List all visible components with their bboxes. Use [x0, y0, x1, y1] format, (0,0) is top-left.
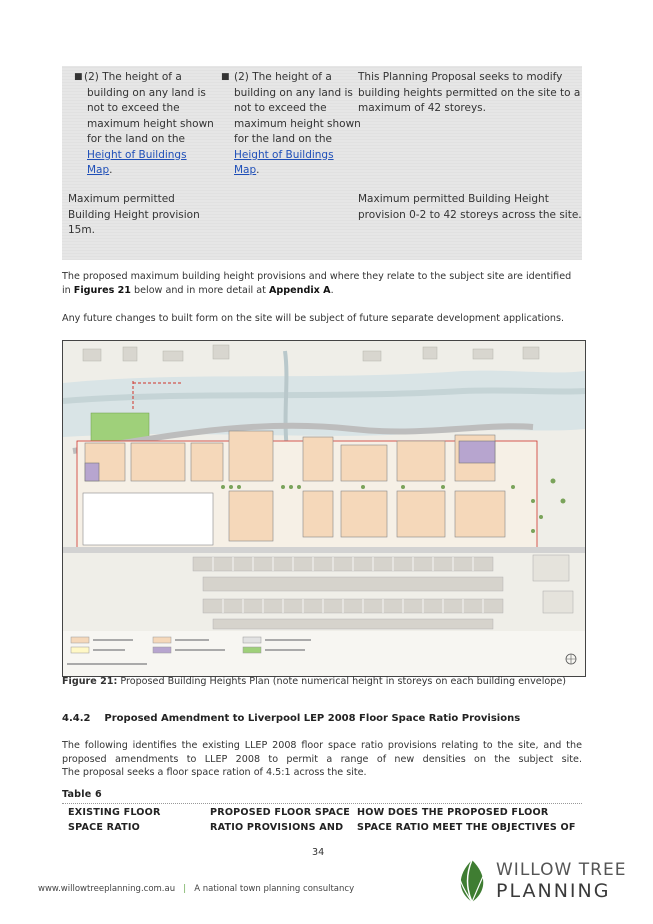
- paragraph-line: The proposal seeks a floor space ration of 4.5:1 across the site.: [62, 767, 367, 778]
- figure-caption: [62, 676, 587, 687]
- logo-line2: PLANNING: [496, 880, 611, 902]
- col1-note-line: Maximum permitted: [68, 193, 175, 205]
- footer-url[interactable]: www.willowtreeplanning.com.au: [38, 884, 176, 894]
- section-title: Proposed Amendment to Liverpool LEP 2008 Floor Space Ratio Provisions: [104, 713, 521, 724]
- height-of-buildings-map-link[interactable]: Map: [87, 164, 110, 176]
- footer-tagline: A national town planning consultancy: [194, 884, 355, 894]
- bullet-icon: ■: [221, 72, 230, 82]
- table-divider: [62, 803, 582, 804]
- paragraph-line: proposed amendments to LLEP 2008 to permit a range of new densities on the subject site.: [62, 753, 582, 765]
- paragraph-line: [62, 284, 587, 298]
- site-plan-drawing: [63, 341, 585, 676]
- col2-line: not to exceed the: [234, 102, 327, 114]
- col2-line: (2) The height of a: [234, 71, 332, 83]
- paragraph-line: The proposed maximum building height provisions and where they relate to the subject site are identified: [62, 271, 572, 282]
- footer: [38, 884, 354, 894]
- footer-separator: |: [183, 884, 187, 894]
- col1-line: (2) The height of a: [84, 71, 182, 83]
- period: .: [256, 164, 260, 176]
- height-of-buildings-map-link[interactable]: Map: [234, 164, 257, 176]
- header-line: PROPOSED FLOOR SPACE: [210, 807, 350, 818]
- col1-line: building on any land is: [87, 86, 206, 99]
- header-line: HOW DOES THE PROPOSED FLOOR: [357, 807, 549, 818]
- bullet-icon: ■: [74, 72, 83, 82]
- table-col3-proposal: [358, 70, 582, 117]
- col3-note-line: provision 0-2 to 42 storeys across the site.: [358, 208, 582, 221]
- table-6-header-col1: [68, 806, 161, 835]
- header-line: SPACE RATIO MEET THE OBJECTIVES OF: [357, 821, 576, 833]
- leaf-icon: [452, 858, 492, 904]
- col3-note-line: Maximum permitted Building Height: [358, 193, 549, 205]
- col2-line: for the land on the: [234, 133, 333, 145]
- col2-line: building on any land is: [234, 86, 353, 99]
- future-changes-paragraph: Any future changes to built form on the site will be subject of future separate development applications.: [62, 313, 565, 324]
- header-line: RATIO PROVISIONS AND: [210, 821, 344, 833]
- fsr-paragraph: [62, 739, 582, 780]
- col1-line: not to exceed the: [87, 102, 180, 114]
- table-col3-note: [358, 192, 582, 223]
- col1-note-line: 15m.: [68, 224, 95, 236]
- height-of-buildings-map-link[interactable]: Height of Buildings: [234, 148, 334, 161]
- table-6-label: Table 6: [62, 789, 102, 800]
- col1-note-line: Building Height provision: [68, 208, 200, 221]
- col3-line: This Planning Proposal seeks to modify: [358, 71, 563, 83]
- logo-line1: WILLOW TREE: [496, 860, 627, 880]
- figure-reference: Figures 21: [73, 284, 131, 296]
- section-heading: [62, 713, 587, 724]
- text: below and in more detail at: [130, 284, 269, 296]
- text: .: [330, 284, 334, 296]
- period: .: [109, 164, 113, 176]
- col3-line: building heights permitted on the site to a: [358, 86, 581, 99]
- comparison-table: [62, 66, 582, 260]
- text: in: [62, 284, 74, 296]
- height-of-buildings-map-link[interactable]: Height of Buildings: [87, 148, 187, 161]
- col1-line: for the land on the: [87, 133, 186, 145]
- willow-tree-logo: [452, 856, 632, 906]
- height-provisions-paragraph: [62, 270, 587, 297]
- table-6-header-col3: [357, 806, 576, 835]
- header-line: SPACE RATIO: [68, 821, 140, 833]
- paragraph-line: The following identifies the existing LLEP 2008 floor space ratio provisions relating to the site, and the: [62, 740, 582, 751]
- table-col1-clause: [84, 70, 224, 179]
- col2-line: maximum height shown: [234, 117, 361, 130]
- page-number: 34: [312, 847, 325, 858]
- col3-line: maximum of 42 storeys.: [358, 102, 486, 114]
- table-col1-note: [68, 192, 228, 239]
- col1-line: maximum height shown: [87, 117, 214, 130]
- table-6-header-col2: [210, 806, 350, 835]
- header-line: EXISTING FLOOR: [68, 807, 161, 818]
- appendix-reference: Appendix A: [268, 284, 331, 296]
- table-col2-clause: [234, 70, 374, 179]
- building-heights-plan-figure: [62, 340, 586, 677]
- figure-label: Figure 21:: [62, 676, 118, 687]
- figure-caption-text: Proposed Building Heights Plan (note numerical height in storeys on each building envelope): [117, 676, 566, 687]
- section-number: 4.4.2: [62, 713, 91, 724]
